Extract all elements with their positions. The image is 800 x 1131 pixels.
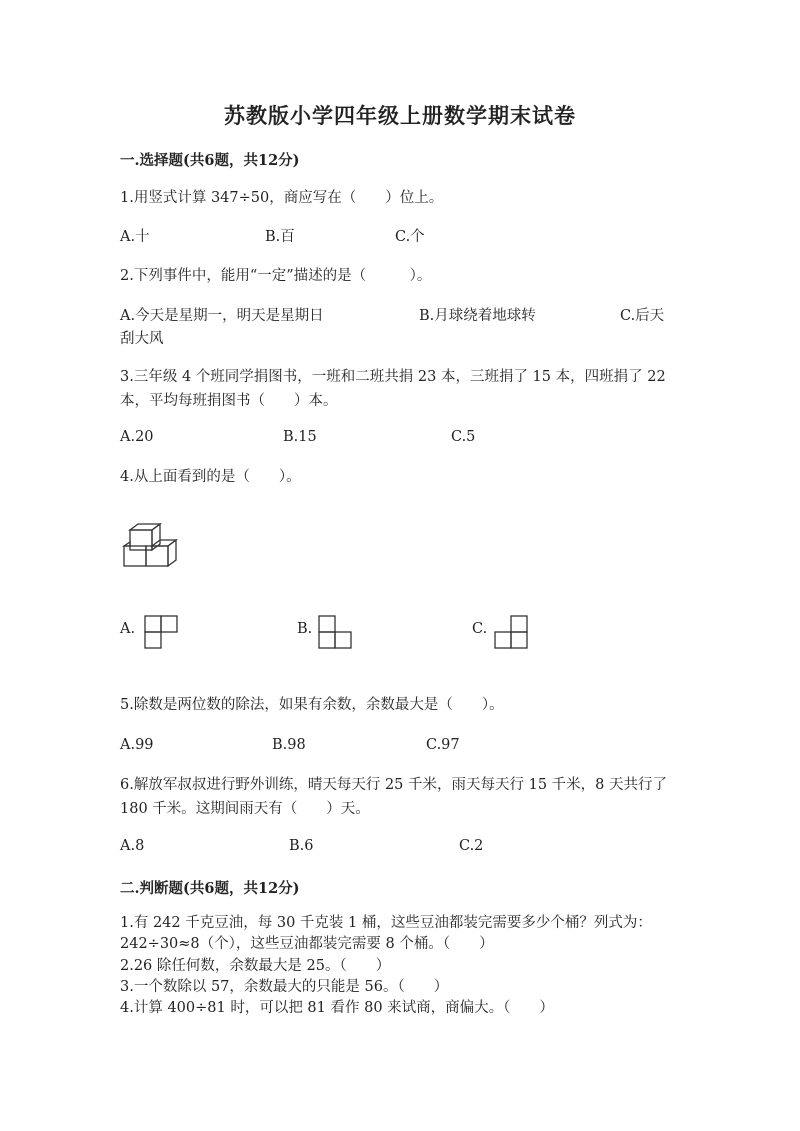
q2-option-b: B.月球绕着地球转 xyxy=(419,308,536,324)
question-2: 2.下列事件中，能用“一定”描述的是（ ）。 xyxy=(120,268,432,284)
q1-option-c: C.个 xyxy=(395,229,425,245)
question-4: 4.从上面看到的是（ ）。 xyxy=(120,469,301,485)
question-1: 1.用竖式计算 347÷50，商应写在（ ）位上。 xyxy=(120,190,444,206)
cube-stack-figure xyxy=(120,520,182,568)
bottom-right-cube xyxy=(146,546,168,566)
question-6: 6.解放军叔叔进行野外训练，晴天每天行 25 千米，雨天每天行 15 千米，8 天共行了 180 千米。这期间雨天有（ ）天。 xyxy=(120,777,668,817)
q4-option-b-figure xyxy=(318,615,352,649)
q4-option-a: A. xyxy=(120,621,136,637)
top-cube-front xyxy=(130,530,152,550)
q2-option-a: A.今天是星期一，明天是星期日 xyxy=(120,308,324,324)
q2-option-c: C.后天 xyxy=(620,308,665,324)
q4-option-c-figure xyxy=(494,615,528,649)
q6-option-b: B.6 xyxy=(289,838,314,854)
bottom-left-cube xyxy=(124,546,146,566)
q3-option-a: A.20 xyxy=(120,429,154,445)
judgement-1: 1.有 242 千克豆油，每 30 千克装 1 桶，这些豆油都装完需要多少个桶？列式为：242÷30≈8（个），这些豆油都装完需要 8 个桶。（ ） xyxy=(120,915,652,952)
q5-option-b: B.98 xyxy=(272,737,306,753)
section-heading-judgement: 二.判断题(共6题，共12分) xyxy=(120,880,300,897)
q6-option-c: C.2 xyxy=(459,838,484,854)
section-heading-choice: 一.选择题(共6题，共12分) xyxy=(120,152,300,169)
question-3: 3.三年级 4 个班同学捐图书，一班和二班共捐 23 本，三班捐了 15 本，四班捐了 22 本，平均每班捐图书（ ）本。 xyxy=(120,369,666,409)
q5-option-a: A.99 xyxy=(120,737,154,753)
judgement-4: 4.计算 400÷81 时，可以把 81 看作 80 来试商，商偏大。（ ） xyxy=(120,1000,554,1016)
page-title: 苏教版小学四年级上册数学期末试卷 xyxy=(224,103,576,128)
q4-option-a-figure xyxy=(144,615,178,649)
q5-option-c: C.97 xyxy=(426,737,460,753)
q6-option-a: A.8 xyxy=(120,838,145,854)
q3-option-c: C.5 xyxy=(451,429,476,445)
q1-option-a: A.十 xyxy=(120,229,150,245)
judgement-2: 2.26 除任何数，余数最大是 25。（ ） xyxy=(120,958,391,974)
question-5: 5.除数是两位数的除法，如果有余数，余数最大是（ ）。 xyxy=(120,697,504,713)
q1-option-b: B.百 xyxy=(265,229,295,245)
q4-option-c: C. xyxy=(472,621,488,637)
q2-option-c-continued: 刮大风 xyxy=(120,331,164,347)
q3-option-b: B.15 xyxy=(283,429,317,445)
judgement-3: 3.一个数除以 57，余数最大的只能是 56。（ ） xyxy=(120,979,449,995)
q4-option-b: B. xyxy=(297,621,313,637)
